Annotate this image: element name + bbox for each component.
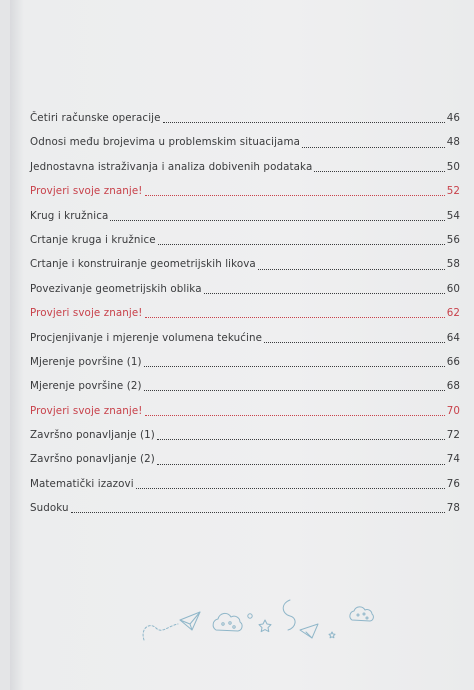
dot-leader	[71, 502, 445, 514]
toc-entry-page: 64	[446, 331, 460, 344]
toc-entry-page: 50	[446, 160, 460, 173]
toc-entry-title: Crtanje kruga i kružnice	[30, 233, 156, 246]
dot-leader	[314, 161, 444, 173]
dot-leader	[258, 259, 445, 271]
toc-entry	[30, 277, 460, 301]
toc-entry-title: Četiri računske operacije	[30, 112, 161, 124]
toc-entry	[30, 472, 460, 496]
toc-entry-title: Crtanje i konstruiranje geometrijskih likova	[30, 258, 256, 271]
toc-entry-page: 74	[446, 453, 460, 466]
toc-entry	[30, 228, 460, 252]
toc-entry	[30, 326, 460, 350]
star-icon	[259, 620, 271, 632]
toc-entry-title: Krug i kružnica	[30, 209, 109, 222]
small-circle-doodle	[248, 614, 252, 618]
toc-entry-title: Provjeri svoje znanje!	[30, 404, 143, 417]
dot-leader	[158, 234, 445, 246]
toc-entry-page: 46	[446, 112, 460, 124]
toc-entry	[30, 374, 460, 398]
toc-entry-title: Provjeri svoje znanje!	[30, 307, 143, 320]
swirl-trail	[143, 624, 178, 640]
decorative-doodles	[140, 596, 380, 656]
toc-entry-page: 58	[446, 258, 460, 271]
toc-entry-title: Završno ponavljanje (2)	[30, 453, 155, 466]
toc-entry	[30, 496, 460, 520]
paper-plane-icon	[180, 612, 200, 630]
toc-entry-title: Završno ponavljanje (1)	[30, 429, 155, 442]
toc-entry-title: Matematički izazovi	[30, 477, 134, 490]
dot-leader	[145, 405, 445, 417]
toc-entry	[30, 155, 460, 179]
toc-entry	[30, 252, 460, 276]
dot-leader	[145, 307, 445, 319]
toc-entry-title: Povezivanje geometrijskih oblika	[30, 282, 202, 295]
toc-entry-page: 70	[446, 404, 460, 417]
table-of-contents	[30, 106, 460, 521]
dot-leader	[204, 283, 445, 295]
toc-entry-page: 68	[446, 380, 460, 393]
toc-entry-page: 76	[446, 477, 460, 490]
toc-entry-page: 54	[446, 209, 460, 222]
dot-leader	[302, 137, 445, 149]
toc-entry	[30, 204, 460, 228]
dot-leader	[144, 380, 445, 392]
toc-entry-title: Mjerenje površine (1)	[30, 355, 142, 368]
dot-leader	[145, 185, 445, 197]
dot-leader	[144, 356, 445, 368]
toc-entry-title: Odnosi među brojevima u problemskim situacijama	[30, 136, 301, 149]
dot-leader	[157, 429, 445, 441]
cloud-icon	[213, 613, 242, 631]
toc-entry-review	[30, 301, 460, 325]
cloud-icon	[350, 607, 374, 621]
kite-icon	[283, 600, 318, 638]
toc-entry-page: 60	[446, 282, 460, 295]
toc-entry-review	[30, 179, 460, 203]
star-small-icon	[329, 632, 335, 638]
toc-entry-title: Jednostavna istraživanja i analiza dobivenih podataka	[30, 160, 313, 173]
toc-entry	[30, 447, 460, 471]
toc-entry	[30, 106, 460, 130]
toc-entry	[30, 423, 460, 447]
toc-entry-title: Mjerenje površine (2)	[30, 380, 142, 393]
toc-entry-page: 78	[446, 502, 460, 515]
toc-entry-title: Provjeri svoje znanje!	[30, 185, 143, 198]
toc-entry-page: 56	[446, 233, 460, 246]
toc-entry-title: Sudoku	[30, 502, 69, 515]
book-page	[10, 0, 474, 690]
toc-entry-page: 48	[446, 136, 460, 149]
dot-leader	[136, 478, 445, 490]
toc-entry-review	[30, 399, 460, 423]
dot-leader	[110, 210, 444, 222]
toc-entry	[30, 130, 460, 154]
dot-leader	[157, 454, 445, 466]
dot-leader	[163, 112, 445, 124]
toc-entry-title: Procjenjivanje i mjerenje volumena tekućine	[30, 331, 263, 344]
dot-leader	[264, 332, 445, 344]
toc-entry-page: 52	[446, 185, 460, 198]
toc-entry	[30, 350, 460, 374]
toc-entry-page: 72	[446, 429, 460, 442]
toc-entry-page: 62	[446, 307, 460, 320]
toc-entry-page: 66	[446, 355, 460, 368]
